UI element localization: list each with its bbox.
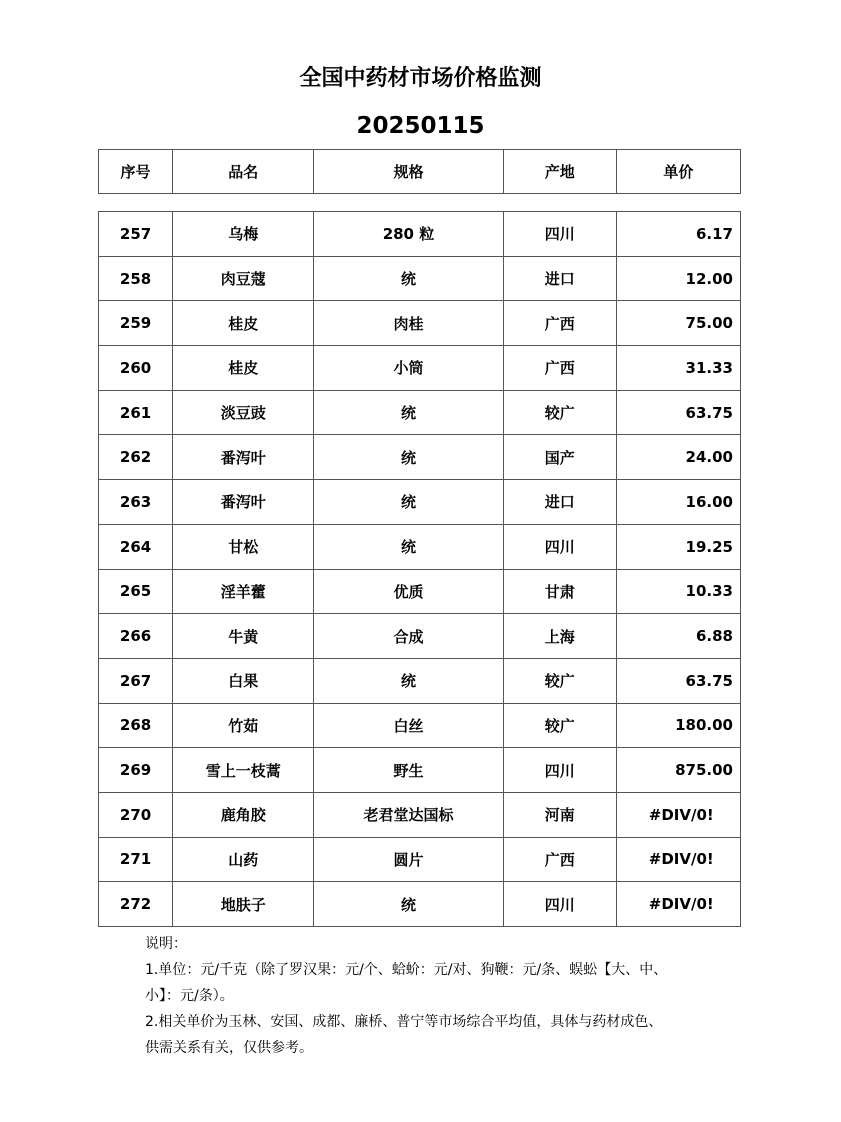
table-row	[99, 346, 741, 391]
cell-price: 875.00	[616, 748, 740, 793]
cell-name: 桂皮	[173, 346, 314, 391]
cell-price: #DIV/0!	[616, 882, 740, 927]
cell-name: 白果	[173, 658, 314, 703]
cell-spec: 小筒	[314, 346, 503, 391]
table-row	[99, 882, 741, 927]
cell-no: 265	[99, 569, 173, 614]
table-row	[99, 748, 741, 793]
cell-no: 268	[99, 703, 173, 748]
header-origin: 产地	[503, 150, 616, 194]
header-name: 品名	[173, 150, 314, 194]
price-table	[98, 211, 741, 927]
cell-origin: 较广	[503, 703, 616, 748]
table-row	[99, 658, 741, 703]
cell-no: 271	[99, 837, 173, 882]
cell-price: 6.88	[616, 614, 740, 659]
table-row	[99, 390, 741, 435]
cell-name: 山药	[173, 837, 314, 882]
cell-origin: 广西	[503, 301, 616, 346]
cell-origin: 甘肃	[503, 569, 616, 614]
header-spec: 规格	[314, 150, 503, 194]
notes	[145, 931, 705, 1061]
cell-no: 272	[99, 882, 173, 927]
cell-no: 258	[99, 256, 173, 301]
cell-name: 番泻叶	[173, 435, 314, 480]
notes-line: 1.单位：元/千克（除了罗汉果：元/个、蛤蚧：元/对、狗鞭：元/条、蜈蚣【大、中、	[145, 962, 668, 978]
cell-price: #DIV/0!	[616, 792, 740, 837]
cell-spec: 统	[314, 390, 503, 435]
cell-name: 乌梅	[173, 212, 314, 257]
cell-origin: 较广	[503, 390, 616, 435]
cell-origin: 四川	[503, 212, 616, 257]
notes-heading: 说明：	[145, 936, 187, 952]
cell-no: 267	[99, 658, 173, 703]
cell-origin: 进口	[503, 256, 616, 301]
cell-origin: 较广	[503, 658, 616, 703]
cell-price: 63.75	[616, 390, 740, 435]
cell-name: 雪上一枝蒿	[173, 748, 314, 793]
header-no: 序号	[99, 150, 173, 194]
cell-spec: 280 粒	[314, 212, 503, 257]
cell-spec: 肉桂	[314, 301, 503, 346]
cell-spec: 统	[314, 658, 503, 703]
table-row	[99, 837, 741, 882]
cell-name: 牛黄	[173, 614, 314, 659]
table-row	[99, 569, 741, 614]
cell-price: 24.00	[616, 435, 740, 480]
cell-price: 19.25	[616, 524, 740, 569]
cell-price: 180.00	[616, 703, 740, 748]
cell-name: 桂皮	[173, 301, 314, 346]
header-row	[99, 150, 741, 194]
cell-origin: 上海	[503, 614, 616, 659]
cell-origin: 四川	[503, 748, 616, 793]
cell-no: 264	[99, 524, 173, 569]
cell-name: 淫羊藿	[173, 569, 314, 614]
cell-name: 地肤子	[173, 882, 314, 927]
cell-spec: 统	[314, 256, 503, 301]
notes-line: 小】：元/条）。	[145, 988, 234, 1004]
table-row	[99, 301, 741, 346]
table-row	[99, 480, 741, 525]
cell-origin: 广西	[503, 837, 616, 882]
report-date: 20250115	[356, 113, 485, 139]
cell-name: 甘松	[173, 524, 314, 569]
cell-spec: 统	[314, 524, 503, 569]
cell-spec: 老君堂达国标	[314, 792, 503, 837]
cell-spec: 统	[314, 480, 503, 525]
table-row	[99, 614, 741, 659]
cell-no: 262	[99, 435, 173, 480]
cell-no: 261	[99, 390, 173, 435]
cell-name: 番泻叶	[173, 480, 314, 525]
cell-spec: 统	[314, 882, 503, 927]
cell-price: 6.17	[616, 212, 740, 257]
table-row	[99, 703, 741, 748]
cell-name: 淡豆豉	[173, 390, 314, 435]
page-title: 全国中药材市场价格监测	[299, 66, 542, 91]
notes-line: 供需关系有关，仅供参考。	[145, 1040, 313, 1056]
table-row	[99, 524, 741, 569]
cell-name: 鹿角胶	[173, 792, 314, 837]
cell-price: 10.33	[616, 569, 740, 614]
cell-price: 31.33	[616, 346, 740, 391]
cell-no: 269	[99, 748, 173, 793]
cell-price: 63.75	[616, 658, 740, 703]
table-row	[99, 435, 741, 480]
cell-origin: 国产	[503, 435, 616, 480]
cell-spec: 野生	[314, 748, 503, 793]
cell-price: 16.00	[616, 480, 740, 525]
table-row	[99, 792, 741, 837]
notes-line: 2.相关单价为玉林、安国、成都、廉桥、普宁等市场综合平均值，具体与药材成色、	[145, 1014, 663, 1030]
cell-name: 竹茹	[173, 703, 314, 748]
cell-price: #DIV/0!	[616, 837, 740, 882]
cell-no: 263	[99, 480, 173, 525]
header-price: 单价	[616, 150, 740, 194]
cell-no: 266	[99, 614, 173, 659]
cell-spec: 圆片	[314, 837, 503, 882]
cell-origin: 四川	[503, 524, 616, 569]
cell-no: 270	[99, 792, 173, 837]
table-row	[99, 256, 741, 301]
header-table	[98, 149, 741, 194]
cell-price: 12.00	[616, 256, 740, 301]
cell-price: 75.00	[616, 301, 740, 346]
table-row	[99, 212, 741, 257]
cell-spec: 合成	[314, 614, 503, 659]
cell-origin: 进口	[503, 480, 616, 525]
cell-name: 肉豆蔻	[173, 256, 314, 301]
cell-no: 259	[99, 301, 173, 346]
cell-origin: 河南	[503, 792, 616, 837]
cell-spec: 白丝	[314, 703, 503, 748]
cell-origin: 广西	[503, 346, 616, 391]
cell-no: 257	[99, 212, 173, 257]
cell-origin: 四川	[503, 882, 616, 927]
cell-spec: 优质	[314, 569, 503, 614]
cell-no: 260	[99, 346, 173, 391]
cell-spec: 统	[314, 435, 503, 480]
